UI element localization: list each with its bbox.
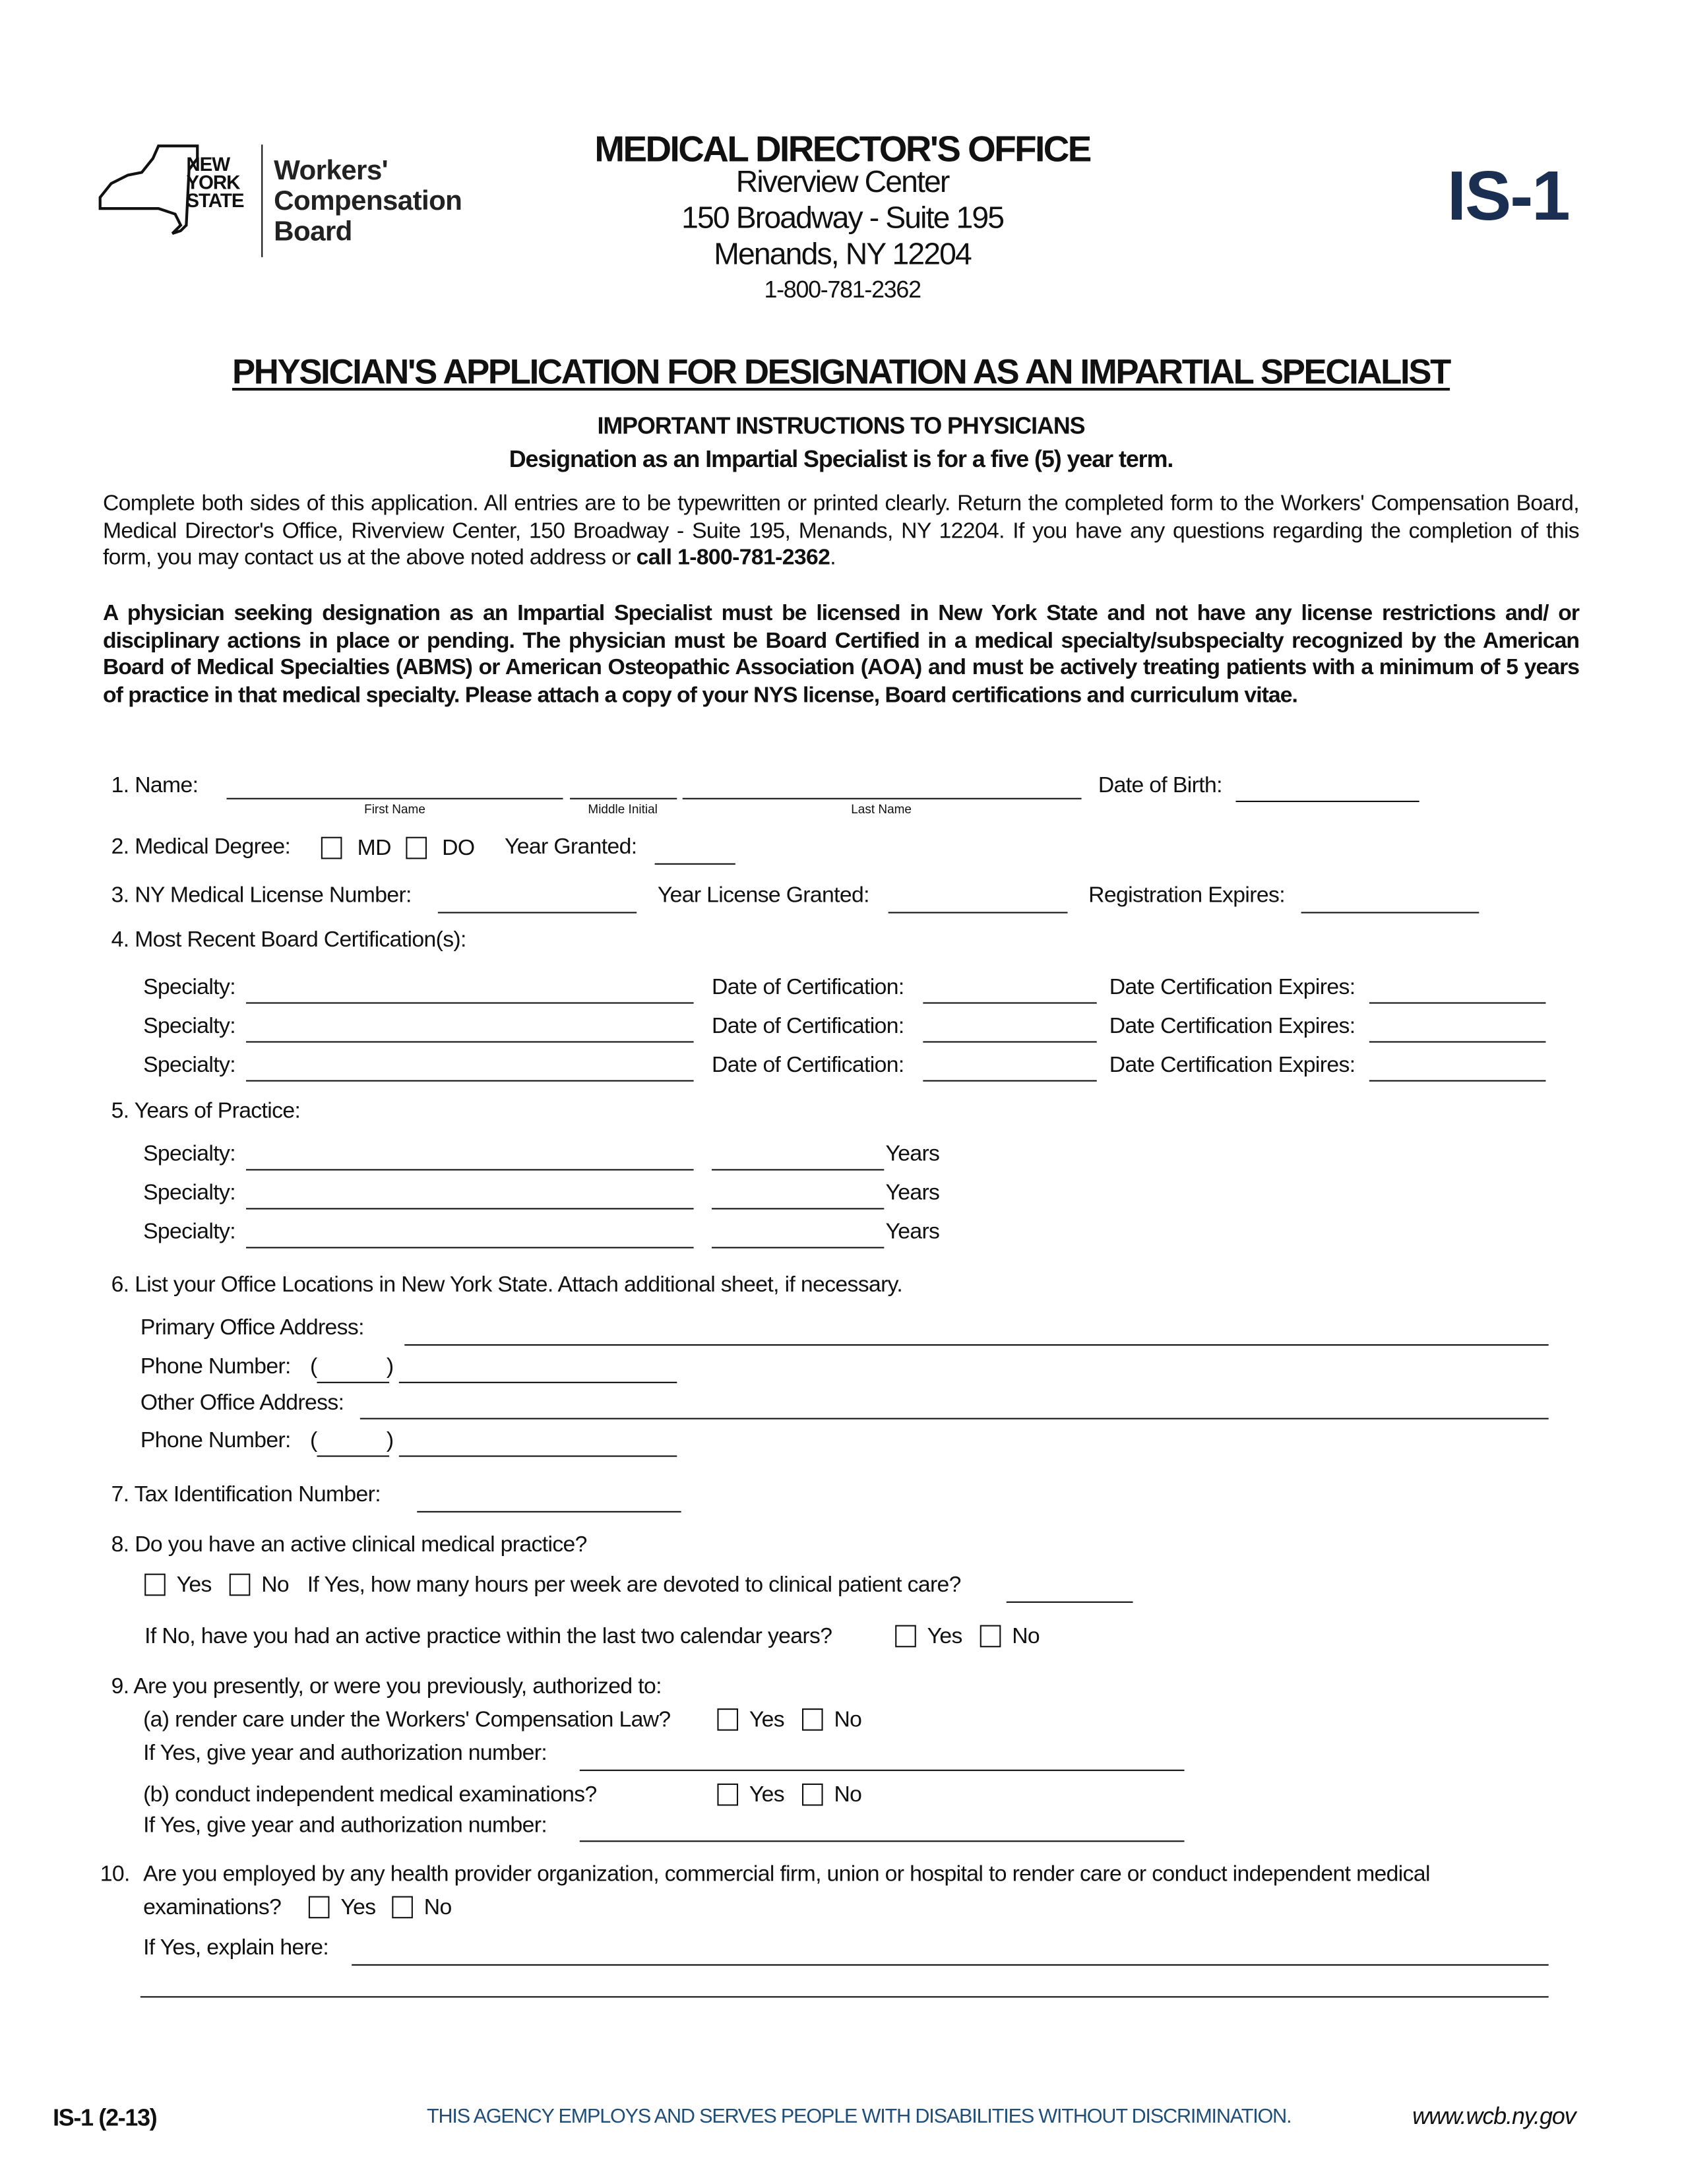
address-line-2: 150 Broadway - Suite 195 xyxy=(681,200,1004,235)
last-name-field[interactable] xyxy=(683,798,1082,799)
specialty-label: Specialty: xyxy=(143,1181,235,1206)
instructions-paragraph: Complete both sides of this application. All entries are to be typewritten or printed clearly. Return the completed form to the Workers' Compensation Board, Medical Director's Office, Riverview Center, 150 Broadway - Suite 195, Menands, NY 12204. If you have any questions regarding the completion of this form, you may contact us at the above noted address or call 1-800-781-2362. xyxy=(102,492,1580,571)
certification-expires-label: Date Certification Expires: xyxy=(1109,1014,1355,1039)
area-code-open-paren: ( xyxy=(309,1429,317,1453)
primary-phone-field[interactable] xyxy=(399,1382,677,1383)
registration-expires-field[interactable] xyxy=(1301,912,1480,913)
q9b-no-checkbox[interactable] xyxy=(802,1784,823,1806)
q9a-question: (a) render care under the Workers' Compensation Law? xyxy=(143,1708,671,1732)
year-license-label: Year License Granted: xyxy=(657,884,869,908)
term-notice: Designation as an Impartial Specialist is for a five (5) year term. xyxy=(509,446,1173,473)
footer-website-link[interactable]: www.wcb.ny.gov xyxy=(1412,2103,1576,2130)
q8-label: 8. Do you have an active clinical medical practice? xyxy=(111,1533,587,1557)
certification-expires-label: Date Certification Expires: xyxy=(1109,976,1355,1000)
do-label: DO xyxy=(442,836,475,861)
specialty-label: Specialty: xyxy=(143,1053,235,1078)
q10-explain-field[interactable] xyxy=(352,1964,1549,1966)
date-certification-field[interactable] xyxy=(923,1002,1096,1003)
hours-question: If Yes, how many hours per week are devoted to clinical patient care? xyxy=(307,1573,961,1598)
past-yes-checkbox[interactable] xyxy=(895,1625,916,1648)
q8-yes-label: Yes xyxy=(176,1573,212,1598)
other-phone-field[interactable] xyxy=(399,1455,677,1456)
other-address-label: Other Office Address: xyxy=(140,1391,344,1416)
years-label: Years xyxy=(885,1142,940,1167)
q8-no-label: No xyxy=(261,1573,290,1598)
q9a-ifyes-label: If Yes, give year and authorization number: xyxy=(143,1741,547,1766)
date-certification-field[interactable] xyxy=(923,1041,1096,1042)
q10-no-checkbox[interactable] xyxy=(392,1896,413,1919)
specialty-label: Specialty: xyxy=(143,1220,235,1245)
q10-number: 10. xyxy=(100,1862,130,1887)
address-line-1: Riverview Center xyxy=(735,164,949,199)
date-certification-label: Date of Certification: xyxy=(712,1014,904,1039)
address-line-3: Menands, NY 12204 xyxy=(714,236,971,271)
first-name-field[interactable] xyxy=(227,798,563,799)
year-license-field[interactable] xyxy=(888,912,1068,913)
footer-form-id: IS-1 (2-13) xyxy=(53,2104,157,2131)
q2-label: 2. Medical Degree: xyxy=(111,835,291,859)
specialty-field[interactable] xyxy=(246,1169,694,1170)
q9a-no-checkbox[interactable] xyxy=(802,1708,823,1731)
q3-label: 3. NY Medical License Number: xyxy=(111,884,412,908)
dob-field[interactable] xyxy=(1236,801,1419,802)
q10-question: Are you employed by any health provider organization, commercial firm, union or hospital to render care or conduct independent medical xyxy=(143,1862,1430,1887)
eligibility-paragraph: A physician seeking designation as an Impartial Specialist must be licensed in New York State and not have any license restrictions and/ or disciplinary actions in place or pending. The physician must be Board Certified in a medical specialty/subspecialty recognized by the American Board of Medical Specialties (ABMS) or American Osteopathic Association (AOA) and must be actively treating patients with a minimum of 5 years of practice in that medical specialty. Please attach a copy of your NYS license, Board certifications and curriculum vitae. xyxy=(102,602,1580,708)
q10-yes-checkbox[interactable] xyxy=(309,1896,330,1919)
q4-label: 4. Most Recent Board Certification(s): xyxy=(111,928,466,952)
q8-no-checkbox[interactable] xyxy=(230,1574,251,1596)
certification-expires-label: Date Certification Expires: xyxy=(1109,1053,1355,1078)
year-granted-field[interactable] xyxy=(655,863,735,865)
hours-field[interactable] xyxy=(1007,1602,1133,1603)
q9b-authorization-field[interactable] xyxy=(580,1840,1185,1842)
q9b-question: (b) conduct independent medical examinations? xyxy=(143,1783,597,1807)
other-area-code-field[interactable] xyxy=(317,1455,389,1456)
q9a-authorization-field[interactable] xyxy=(580,1770,1185,1771)
date-certification-label: Date of Certification: xyxy=(712,1053,904,1078)
other-address-field[interactable] xyxy=(360,1418,1549,1420)
years-field[interactable] xyxy=(712,1247,884,1248)
middle-initial-field[interactable] xyxy=(570,798,677,799)
years-field[interactable] xyxy=(712,1208,884,1209)
certification-expires-field[interactable] xyxy=(1369,1041,1546,1042)
specialty-label: Specialty: xyxy=(143,1142,235,1167)
logo-org-text: Workers' Compensation Board xyxy=(274,156,462,248)
specialty-field[interactable] xyxy=(246,1247,694,1248)
other-phone-label: Phone Number: xyxy=(140,1429,291,1453)
q9a-no-label: No xyxy=(834,1708,862,1732)
middle-initial-caption: Middle Initial xyxy=(588,801,658,817)
past-no-checkbox[interactable] xyxy=(980,1625,1001,1648)
q9b-ifyes-label: If Yes, give year and authorization number: xyxy=(143,1814,547,1838)
registration-expires-label: Registration Expires: xyxy=(1088,884,1285,908)
years-field[interactable] xyxy=(712,1169,884,1170)
past-no-label: No xyxy=(1012,1625,1040,1649)
q10-question-cont: examinations? xyxy=(143,1896,282,1920)
primary-phone-label: Phone Number: xyxy=(140,1355,291,1379)
license-number-field[interactable] xyxy=(438,912,637,913)
q9a-yes-label: Yes xyxy=(749,1708,785,1732)
q5-label: 5. Years of Practice: xyxy=(111,1099,301,1123)
footer-nondiscrimination-notice: THIS AGENCY EMPLOYS AND SERVES PEOPLE WITH DISABILITIES WITHOUT DISCRIMINATION. xyxy=(426,2106,1292,2129)
certification-expires-field[interactable] xyxy=(1369,1080,1546,1081)
area-code-close-paren: ) xyxy=(386,1429,394,1453)
md-label: MD xyxy=(357,836,391,861)
years-label: Years xyxy=(885,1220,940,1245)
q10-yes-label: Yes xyxy=(340,1896,376,1920)
q9a-yes-checkbox[interactable] xyxy=(717,1708,738,1731)
certification-expires-field[interactable] xyxy=(1369,1002,1546,1003)
primary-area-code-field[interactable] xyxy=(317,1382,389,1383)
instructions-heading: IMPORTANT INSTRUCTIONS TO PHYSICIANS xyxy=(597,412,1085,439)
q8-yes-checkbox[interactable] xyxy=(144,1574,166,1596)
form-id: IS-1 xyxy=(1447,157,1569,235)
office-phone: 1-800-781-2362 xyxy=(764,276,921,303)
q9b-yes-label: Yes xyxy=(749,1783,785,1807)
dob-label: Date of Birth: xyxy=(1098,774,1222,798)
last-name-caption: Last Name xyxy=(851,801,912,817)
year-granted-label: Year Granted: xyxy=(505,835,637,859)
do-checkbox[interactable] xyxy=(406,837,427,859)
date-certification-field[interactable] xyxy=(923,1080,1096,1081)
q9-label: 9. Are you presently, or were you previously, authorized to: xyxy=(111,1675,662,1699)
specialty-field[interactable] xyxy=(246,1080,694,1081)
area-code-close-paren: ) xyxy=(386,1355,394,1379)
q9b-no-label: No xyxy=(834,1783,862,1807)
years-label: Years xyxy=(885,1181,940,1206)
logo-divider xyxy=(261,144,263,257)
q6-label: 6. List your Office Locations in New York State. Attach additional sheet, if necessary. xyxy=(111,1273,903,1297)
md-checkbox[interactable] xyxy=(321,837,342,859)
primary-address-field[interactable] xyxy=(404,1344,1548,1346)
specialty-field[interactable] xyxy=(246,1208,694,1209)
q1-label: 1. Name: xyxy=(111,774,199,798)
past-practice-question: If No, have you had an active practice within the last two calendar years? xyxy=(144,1625,832,1649)
q10-explain-field-2[interactable] xyxy=(140,1996,1549,1997)
specialty-label: Specialty: xyxy=(143,1014,235,1039)
specialty-label: Specialty: xyxy=(143,976,235,1000)
past-yes-label: Yes xyxy=(927,1625,962,1649)
logo-state-text: NEW YORK STATE xyxy=(186,152,244,212)
q9b-yes-checkbox[interactable] xyxy=(717,1784,738,1806)
form-title: PHYSICIAN'S APPLICATION FOR DESIGNATION AS AN IMPARTIAL SPECIALIST xyxy=(232,353,1450,392)
specialty-field[interactable] xyxy=(246,1041,694,1042)
office-title: MEDICAL DIRECTOR'S OFFICE xyxy=(594,127,1090,170)
q10-no-label: No xyxy=(423,1896,452,1920)
q7-label: 7. Tax Identification Number: xyxy=(111,1483,381,1507)
date-certification-label: Date of Certification: xyxy=(712,976,904,1000)
first-name-caption: First Name xyxy=(364,801,425,817)
q10-explain-label: If Yes, explain here: xyxy=(143,1936,329,1960)
primary-address-label: Primary Office Address: xyxy=(140,1316,364,1340)
area-code-open-paren: ( xyxy=(309,1355,317,1379)
specialty-field[interactable] xyxy=(246,1002,694,1003)
tax-id-field[interactable] xyxy=(417,1511,681,1513)
